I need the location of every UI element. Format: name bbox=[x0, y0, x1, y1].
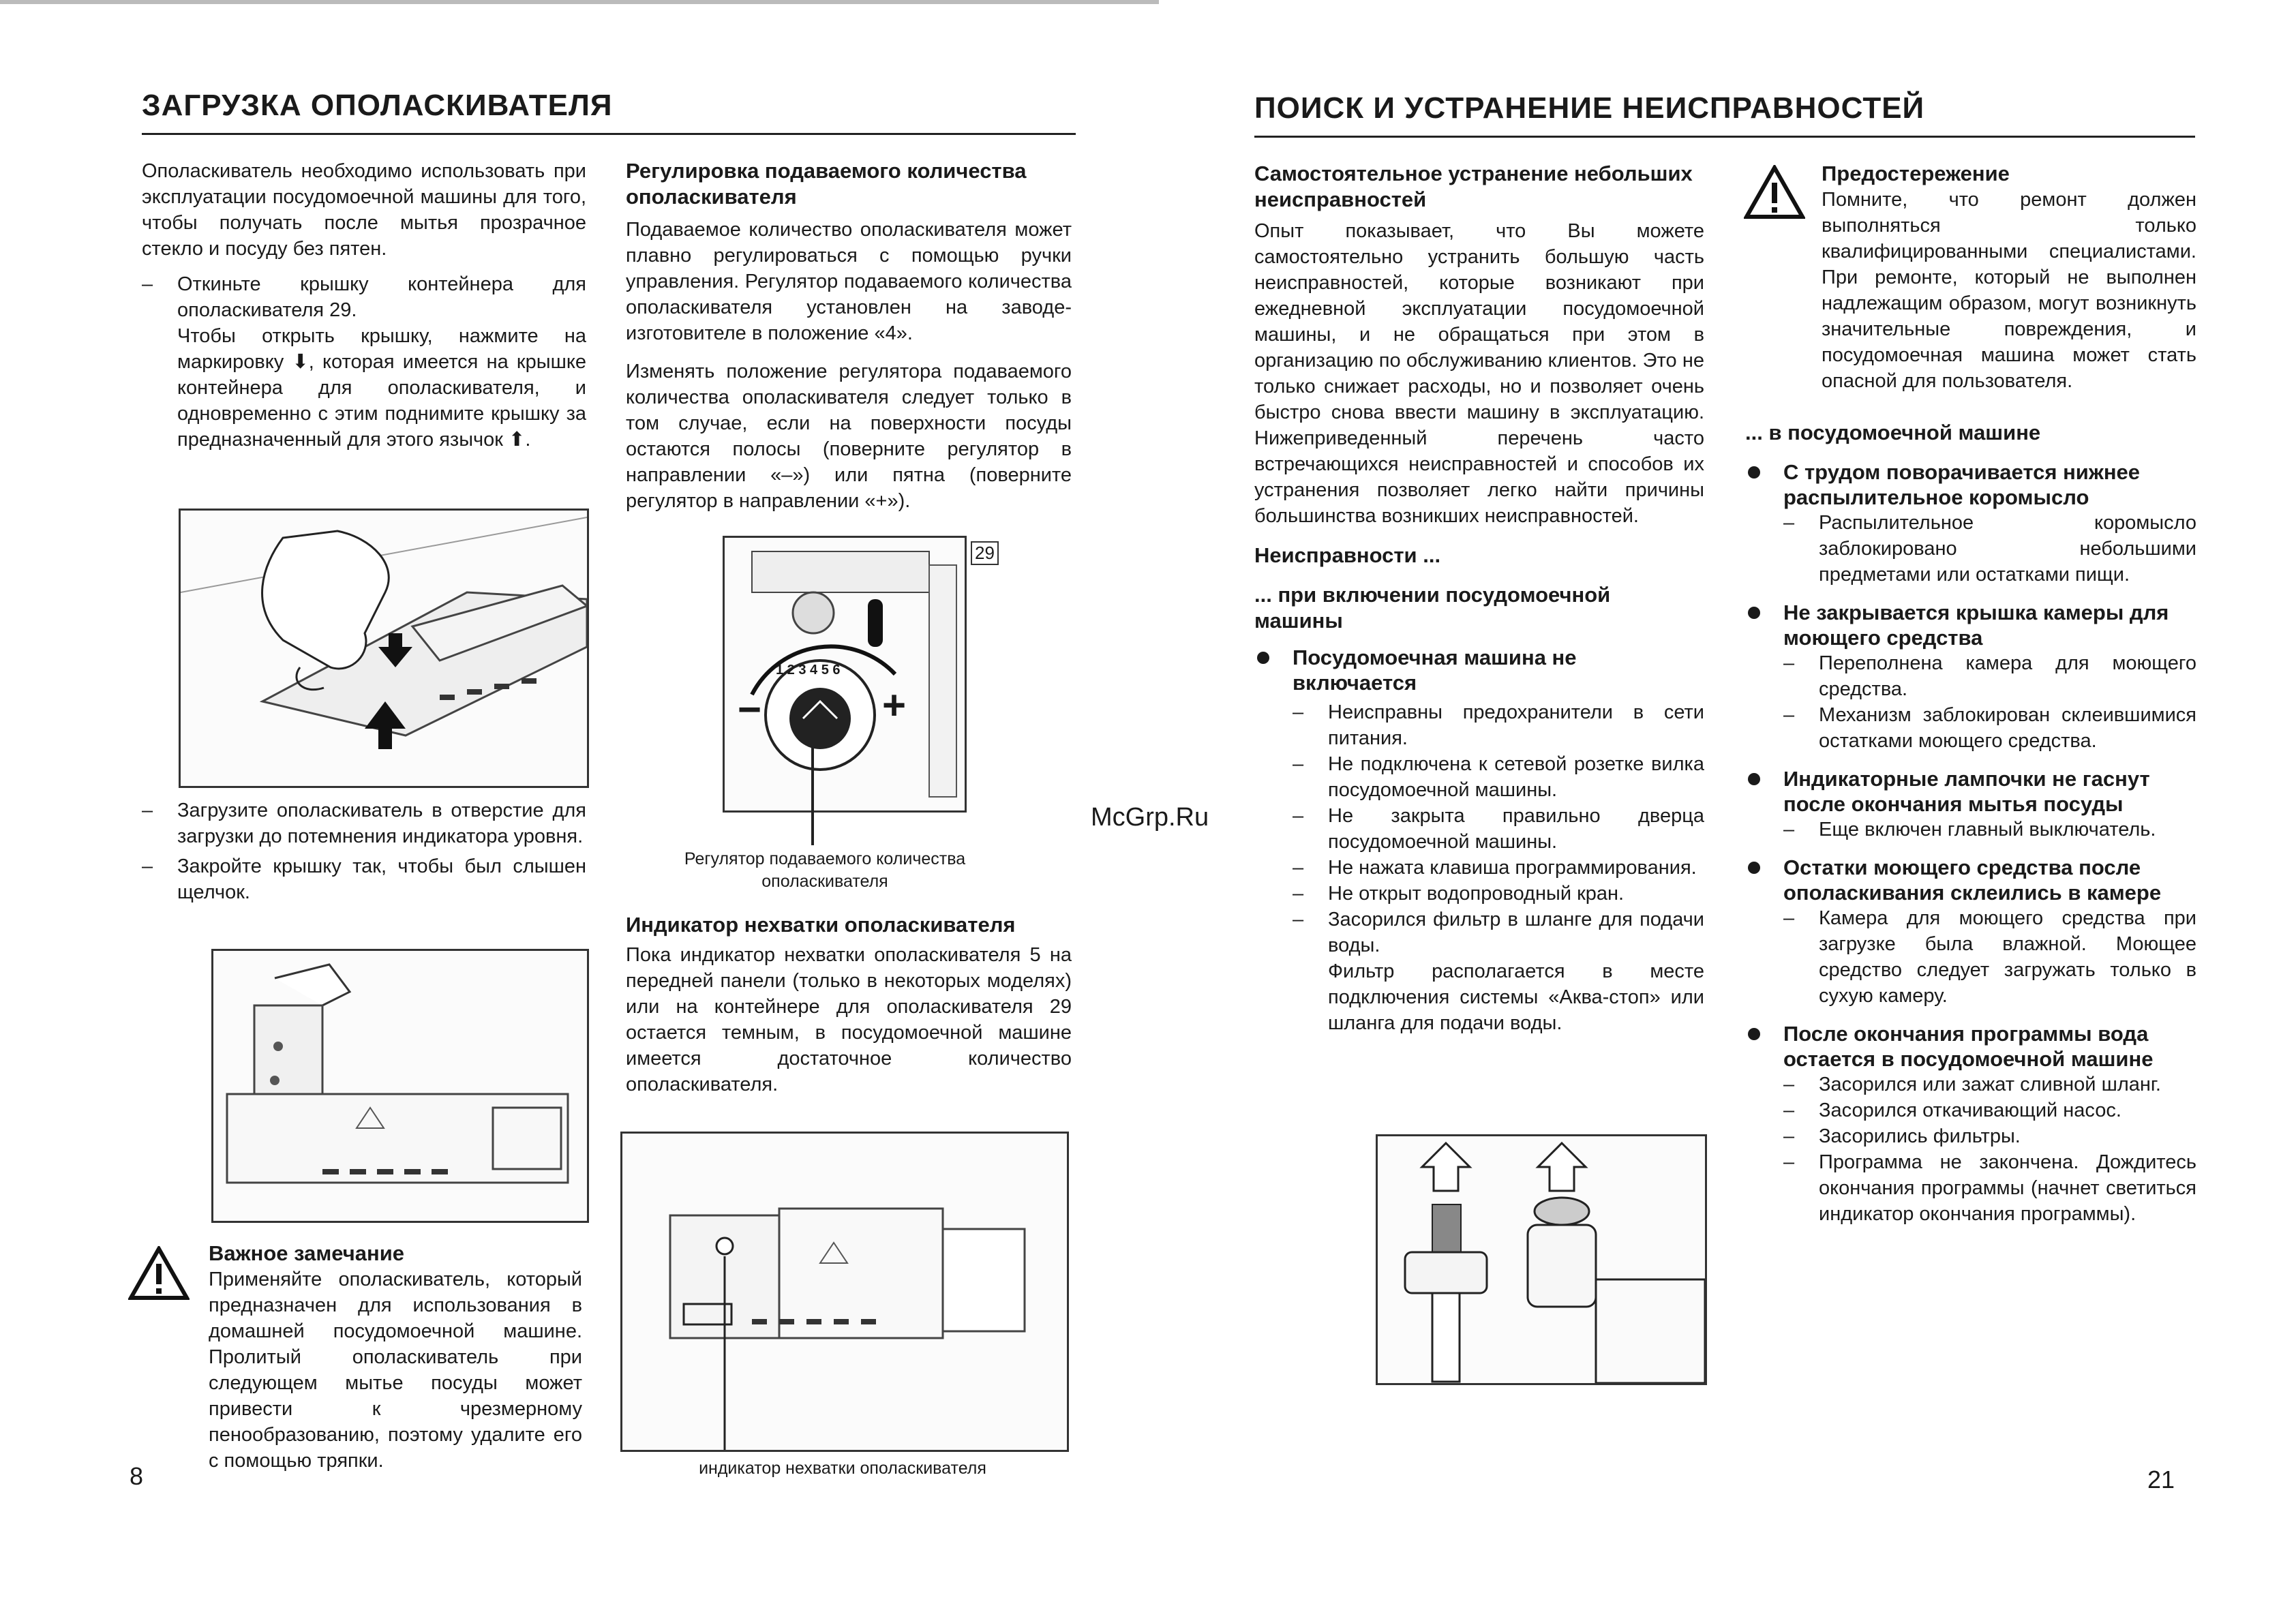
fault-no-start-causes bbox=[1293, 699, 1704, 1036]
self-repair-heading: Самостоятельное устранение небольших неисправностей bbox=[1254, 162, 1693, 211]
fault-detergent-residue: Остатки моющего средства после ополаскивания склеились в камере bbox=[1745, 855, 2196, 905]
caution-text: Помните, что ремонт должен выполняться только квалифицированными специалистами. При ремонте, который не выполнен надлежащим образом, могут возникнуть значительные повреждения, и посудомоечная машина может стать опасной для пользователя. bbox=[1822, 189, 2196, 392]
dosage-dial-illustration bbox=[725, 538, 965, 810]
left-page-title: ЗАГРУЗКА ОПОЛАСКИВАТЕЛЯ bbox=[142, 89, 613, 122]
right-page-title: ПОИСК И УСТРАНЕНИЕ НЕИСПРАВНОСТЕЙ bbox=[1254, 91, 1925, 125]
figure-open-lid bbox=[179, 509, 589, 788]
intro-text: Ополаскиватель необходимо использовать при эксплуатации посудомоечной машины для того, чтобы получать после мытья прозрачное стекло и посуду без пятен. bbox=[142, 160, 586, 260]
dial-caption: Регулятор подаваемого количества ополаскивателя bbox=[684, 849, 966, 891]
cause-item: – Не подключена к сетевой розетке вилка посудомоечной машины. bbox=[1293, 751, 1704, 803]
cause-item: – Неисправны предохранители в сети питания. bbox=[1293, 699, 1704, 751]
dial-numbers: 1 2 3 4 5 6 bbox=[776, 663, 841, 678]
filter-location-note: Фильтр располагается в месте подключения системы «Аква-стоп» или шланга для подачи воды. bbox=[1328, 960, 1704, 1034]
open-lid-illustration bbox=[181, 511, 587, 786]
dial-plus-label: + bbox=[882, 682, 907, 728]
dial-minus-label: − bbox=[738, 686, 762, 732]
fault-detergent-residue-causes bbox=[1783, 905, 2196, 1009]
caution-block bbox=[1822, 161, 2196, 394]
caution-title: Предостережение bbox=[1822, 162, 2010, 185]
cause-item: – Программа не закончена. Дождитесь окончания программы (начнет светиться индикатор окончания программы). bbox=[1783, 1149, 2196, 1227]
important-note bbox=[209, 1241, 582, 1474]
cause-item: – Камера для моющего средства при загрузке была влажной. Моющее средство следует загружать только в сухую камеру. bbox=[1783, 905, 2196, 1009]
figure-dosage-dial bbox=[723, 536, 967, 813]
cause-item: – Не открыт водопроводный кран. bbox=[1293, 881, 1704, 907]
fault-detergent-lid: Не закрывается крышка камеры для моющего средства bbox=[1745, 600, 2196, 650]
step-open-lid: – Откиньте крышку контейнера для ополаскивателя 29. bbox=[142, 271, 586, 323]
cause-item: – Переполнена камера для моющего средства. bbox=[1783, 650, 2196, 702]
dosage-heading: Регулировка подаваемого количества ополаскивателя bbox=[626, 159, 1027, 209]
figure-fill-rinse-aid bbox=[211, 949, 589, 1223]
fault-indicator-lamps: Индикаторные лампочки не гаснут после окончания мытья посуды bbox=[1745, 766, 2196, 817]
indicator-heading: Индикатор нехватки ополаскивателя bbox=[626, 913, 1016, 937]
left-col2-indicator bbox=[626, 912, 1072, 1097]
right-col2 bbox=[1745, 420, 2196, 1227]
left-col1-steps bbox=[142, 798, 586, 905]
right-col1 bbox=[1254, 161, 1704, 1036]
left-col2 bbox=[626, 158, 1072, 514]
important-note-title: Важное замечание bbox=[209, 1241, 405, 1265]
faults-heading: Неисправности ... bbox=[1254, 543, 1441, 567]
watermark: McGrp.Ru bbox=[1091, 803, 1209, 832]
fault-water-remains: После окончания программы вода остается в посудомоечной машине bbox=[1745, 1021, 2196, 1072]
fault-detergent-lid-causes bbox=[1783, 650, 2196, 754]
fault-spray-arm-causes bbox=[1783, 510, 2196, 588]
cause-item: – Засорились фильтры. bbox=[1783, 1123, 2196, 1149]
left-page-number: 8 bbox=[130, 1462, 144, 1490]
cause-item: – Не нажата клавиша программирования. bbox=[1293, 855, 1704, 881]
left-title-rule bbox=[142, 133, 1076, 135]
faults-in-machine-heading: ... в посудомоечной машине bbox=[1745, 421, 2041, 444]
scan-edge-line bbox=[0, 0, 1159, 4]
step-fill: – Загрузите ополаскиватель в отверстие для загрузки до потемнения индикатора уровня. bbox=[142, 798, 586, 849]
fault-indicator-lamps-causes bbox=[1783, 817, 2196, 843]
cause-item: – Не закрыта правильно дверца посудомоечной машины. bbox=[1293, 803, 1704, 855]
hose-filter-illustration bbox=[1378, 1136, 1705, 1383]
left-col1 bbox=[142, 158, 586, 453]
fault-water-remains-causes bbox=[1783, 1072, 2196, 1227]
cause-item: – Засорился откачивающий насос. bbox=[1783, 1097, 2196, 1123]
indicator-illustration bbox=[622, 1134, 1067, 1450]
warning-triangle-icon bbox=[1744, 165, 1805, 219]
dosage-text-2: Изменять положение регулятора подаваемого количества ополаскивателя следует только в том случае, если на поверхности посуды остаются полосы (поверните регулятор в направлении «–») или пятна (поверните регулятор в направлении «+»). bbox=[626, 361, 1072, 512]
cause-item: – Механизм заблокирован склеившимися остатками моющего средства. bbox=[1783, 702, 2196, 754]
warning-triangle-icon bbox=[128, 1246, 190, 1301]
right-title-rule bbox=[1254, 136, 2195, 138]
cause-item: – Засорился фильтр в шланге для подачи воды. bbox=[1293, 907, 1704, 958]
important-note-text: Применяйте ополаскиватель, который предназначен для использования в домашней посудомоечной машине. Пролитый ополаскиватель при следующем мытье посуды может привести к чрезмерному пенообразованию, поэтому удалите его с помощью тряпки. bbox=[209, 1269, 582, 1472]
dial-callout-line bbox=[811, 736, 814, 845]
cause-item: – Распылительное коромысло заблокировано небольшими предметами или остатками пищи. bbox=[1783, 510, 2196, 588]
figure-indicator bbox=[620, 1132, 1069, 1452]
indicator-text: Пока индикатор нехватки ополаскивателя 5 на передней панели (только в некоторых моделях) или на контейнере для ополаскивателя 29 остается темным, в посудомоечной машине имеется достаточное количество ополаскивателя. bbox=[626, 944, 1072, 1095]
self-repair-text: Опыт показывает, что Вы можете самостоятельно устранить большую часть неисправностей, которые возникают при ежедневной эксплуатации посудомоечной машины, и не обращаться при этом в организацию по обслуживанию клиентов. Это не только снижает расходы, но и позволяет очень быстро снова ввести машину в эксплуатацию. Нижеприведенный перечень часто встречающихся неисправностей и способов их устранения позволяет легко найти причины большинства возникших неисправностей. bbox=[1254, 220, 1704, 527]
up-arrow-icon bbox=[1538, 1143, 1586, 1191]
indicator-caption: индикатор нехватки ополаскивателя bbox=[699, 1459, 986, 1478]
right-page-number: 21 bbox=[2147, 1466, 2175, 1493]
fault-no-start: Посудомоечная машина не включается bbox=[1254, 645, 1704, 695]
figure-ref-29: 29 bbox=[971, 541, 999, 565]
faults-on-start-heading: ... при включении посудомоечной машины bbox=[1254, 583, 1611, 633]
up-arrow-icon bbox=[1422, 1143, 1470, 1191]
fill-illustration bbox=[213, 951, 587, 1221]
step-open-lid-detail: Чтобы открыть крышку, нажмите на маркировку ⬇, которая имеется на крышке контейнера для ополаскивателя, и одновременно с этим поднимите крышку за предназначенный для этого язычок ⬆. bbox=[177, 325, 586, 451]
figure-hose-filters bbox=[1376, 1134, 1707, 1385]
dosage-text-1: Подаваемое количество ополаскивателя может плавно регулироваться с помощью ручки управления. Регулятор подаваемого количества ополаскивателя установлен на заводе-изготовителе в положение «4». bbox=[626, 219, 1072, 344]
fault-spray-arm: С трудом поворачивается нижнее распылительное коромысло bbox=[1745, 459, 2196, 510]
cause-item: – Засорился или зажат сливной шланг. bbox=[1783, 1072, 2196, 1097]
step-close: – Закройте крышку так, чтобы был слышен щелчок. bbox=[142, 853, 586, 905]
cause-item: – Еще включен главный выключатель. bbox=[1783, 817, 2196, 843]
